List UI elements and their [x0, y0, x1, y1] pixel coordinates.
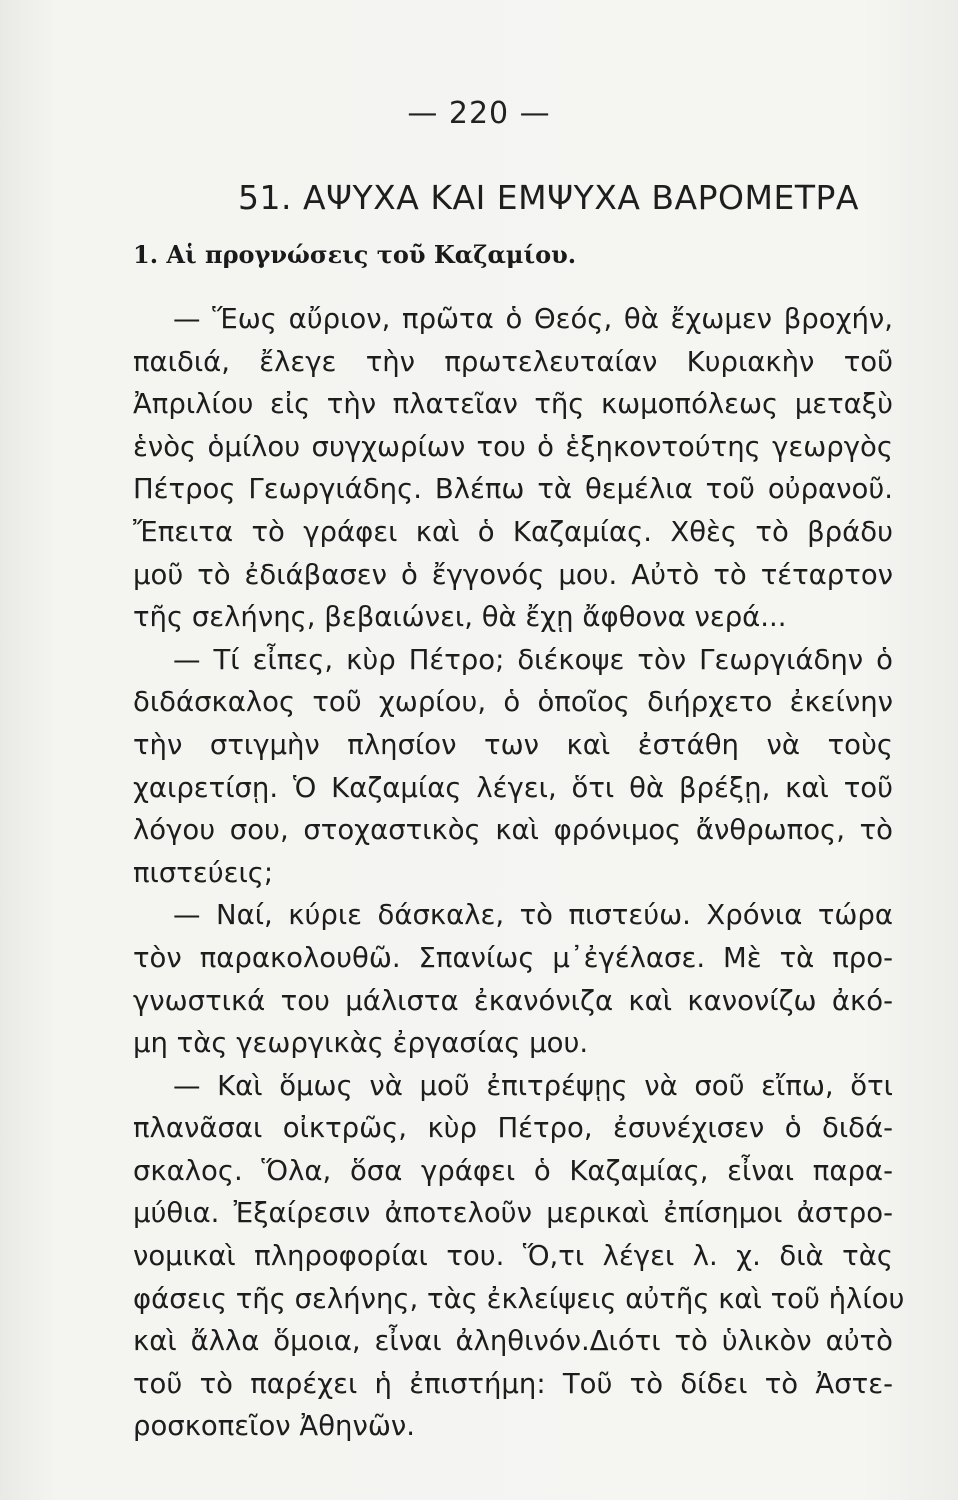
section-heading: 1. Αἱ προγνώσεις τοῦ Καζαμίου. — [133, 240, 577, 269]
text-line: τὸν παρακολουθῶ. Σπανίως μ᾿ἐγέλασε. Μὲ τὰ προ- — [133, 941, 893, 974]
text-line: — Ναί, κύριε δάσκαλε, τὸ πιστεύω. Χρόνια τώρα — [173, 899, 893, 932]
text-line: πλανᾶσαι οἰκτρῶς, κὺρ Πέτρο, ἐσυνέχισεν ὁ διδά- — [133, 1112, 893, 1145]
page-number: — 220 — — [407, 96, 551, 131]
text-line: νομικαὶ πληροφορίαι του. Ὅ,τι λέγει λ. χ. διὰ τὰς — [133, 1240, 893, 1273]
text-line: — Καὶ ὅμως νὰ μοῦ ἐπιτρέψῃς νὰ σοῦ εἴπω, ὅτι — [173, 1069, 893, 1102]
text-line: Ἀπριλίου εἰς τὴν πλατεῖαν τῆς κωμοπόλεως μεταξὺ — [133, 388, 893, 421]
text-line: μύθια. Ἐξαίρεσιν ἀποτελοῦν μερικαὶ ἐπίσημοι ἀστρο- — [133, 1197, 893, 1230]
text-line: τῆς σελήνης, βεβαιώνει, θὰ ἔχῃ ἄφθονα νερά... — [133, 601, 787, 634]
text-line: διδάσκαλος τοῦ χωρίου, ὁ ὁποῖος διήρχετο ἐκείνην — [133, 686, 893, 719]
text-line: — Ἕως αὔριον, πρῶτα ὁ Θεός, θὰ ἔχωμεν βροχήν, — [173, 303, 893, 335]
chapter-title: 51. ΑΨΥΧΑ ΚΑΙ ΕΜΨΥΧΑ ΒΑΡΟΜΕΤΡΑ — [238, 178, 859, 217]
text-line: τὴν στιγμὴν πλησίον των καὶ ἐστάθη νὰ τοὺς — [133, 728, 893, 761]
text-line: ἑνὸς ὁμίλου συγχωρίων του ὁ ἑξηκοντούτης γεωργὸς — [133, 430, 893, 463]
text-line: γνωστικά του μάλιστα ἐκανόνιζα καὶ κανονίζω ἀκό- — [133, 984, 893, 1017]
text-line: σκαλος. Ὅλα, ὅσα γράφει ὁ Καζαμίας, εἶναι παρα- — [133, 1154, 893, 1187]
text-line: τοῦ τὸ παρέχει ἡ ἐπιστήμη: Τοῦ τὸ δίδει τὸ Ἀστε- — [133, 1367, 893, 1400]
text-line: ροσκοπεῖον Ἀθηνῶν. — [133, 1410, 415, 1443]
text-line: Πέτρος Γεωργιάδης. Βλέπω τὰ θεμέλια τοῦ οὐρανοῦ. — [133, 473, 893, 506]
text-line: πιστεύεις; — [133, 856, 274, 889]
text-line: — Τί εἶπες, κὺρ Πέτρο; διέκοψε τὸν Γεωργιάδην ὁ — [173, 643, 893, 676]
text-line: Ἔπειτα τὸ γράφει καὶ ὁ Καζαμίας. Χθὲς τὸ βράδυ — [133, 515, 893, 548]
text-line: μη τὰς γεωργικὰς ἐργασίας μου. — [133, 1027, 589, 1060]
text-line: λόγου σου, στοχαστικὸς καὶ φρόνιμος ἄνθρωπος, τὸ — [133, 814, 893, 847]
text-line: χαιρετίσῃ. Ὁ Καζαμίας λέγει, ὅτι θὰ βρέξῃ, καὶ τοῦ — [133, 771, 893, 804]
text-line: φάσεις τῆς σελήνης, τὰς ἐκλείψεις αὐτῆς καὶ τοῦ ἡλίου — [133, 1282, 905, 1315]
text-line: παιδιά, ἔλεγε τὴν πρωτελευταίαν Κυριακὴν τοῦ — [133, 345, 893, 378]
text-line: καὶ ἄλλα ὅμοια, εἶναι ἀληθινόν.Διότι τὸ ὑλικὸν αὐτὸ — [133, 1325, 893, 1358]
body-text — [133, 298, 905, 1448]
text-line: μοῦ τὸ ἐδιάβασεν ὁ ἔγγονός μου. Αὐτὸ τὸ τέταρτον — [133, 558, 893, 591]
